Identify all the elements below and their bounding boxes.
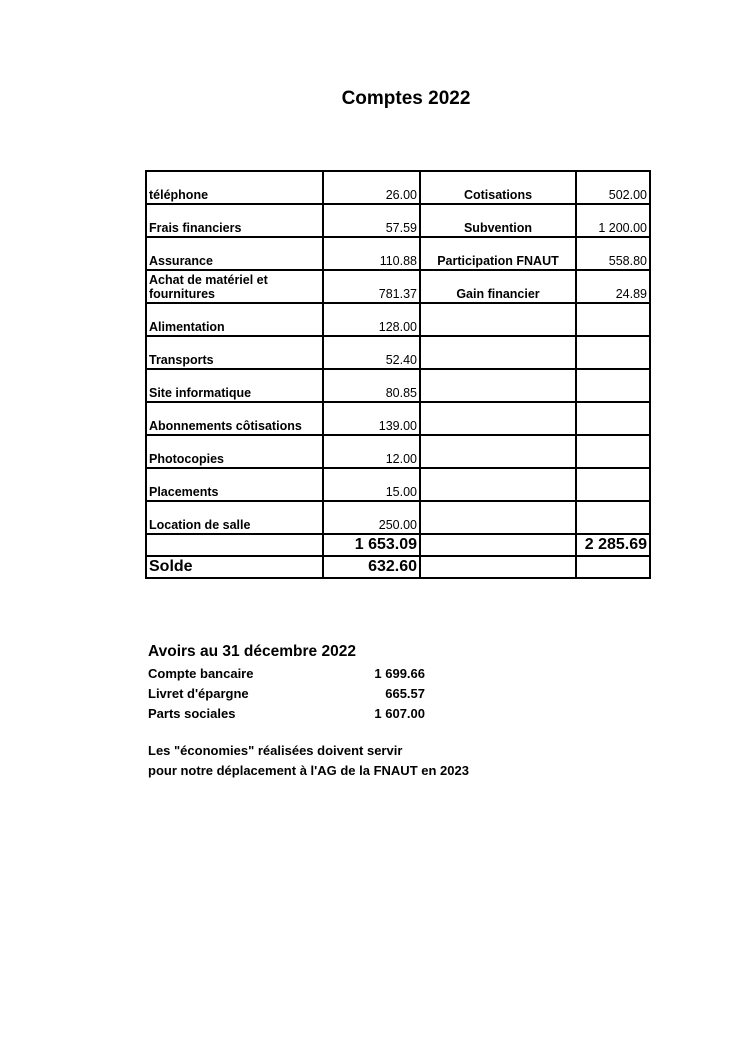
table-row xyxy=(146,171,650,204)
avoirs-item-label: Compte bancaire xyxy=(148,666,254,681)
avoirs-item-value: 1 699.66 xyxy=(374,666,425,681)
totals-empty-cell xyxy=(420,534,576,556)
table-row xyxy=(146,468,650,501)
expense-label: téléphone xyxy=(146,171,323,204)
expense-label: Assurance xyxy=(146,237,323,270)
income-label xyxy=(420,468,576,501)
expense-value: 110.88 xyxy=(323,237,420,270)
income-value xyxy=(576,468,650,501)
table-row xyxy=(146,303,650,336)
expense-value: 26.00 xyxy=(323,171,420,204)
expense-value: 139.00 xyxy=(323,402,420,435)
income-label: Subvention xyxy=(420,204,576,237)
expense-label: Frais financiers xyxy=(146,204,323,237)
income-value: 24.89 xyxy=(576,270,650,303)
expense-value: 80.85 xyxy=(323,369,420,402)
total-income: 2 285.69 xyxy=(576,534,650,556)
expense-label: Abonnements côtisations xyxy=(146,402,323,435)
expense-value: 15.00 xyxy=(323,468,420,501)
table-row xyxy=(146,369,650,402)
table-row xyxy=(146,237,650,270)
income-label: Cotisations xyxy=(420,171,576,204)
table-row xyxy=(146,336,650,369)
table-row xyxy=(146,435,650,468)
expense-label: Location de salle xyxy=(146,501,323,534)
avoirs-item xyxy=(148,704,425,724)
avoirs-title: Avoirs au 31 décembre 2022 xyxy=(148,643,356,660)
income-label: Participation FNAUT xyxy=(420,237,576,270)
income-label xyxy=(420,336,576,369)
expense-value: 52.40 xyxy=(323,336,420,369)
expense-label: Placements xyxy=(146,468,323,501)
table-row xyxy=(146,501,650,534)
income-value xyxy=(576,369,650,402)
expense-label: Photocopies xyxy=(146,435,323,468)
expense-value: 12.00 xyxy=(323,435,420,468)
income-label xyxy=(420,369,576,402)
income-value xyxy=(576,336,650,369)
income-value: 1 200.00 xyxy=(576,204,650,237)
income-value xyxy=(576,501,650,534)
solde-empty-cell xyxy=(576,556,650,578)
income-value xyxy=(576,303,650,336)
page-title: Comptes 2022 xyxy=(341,88,471,109)
income-label xyxy=(420,435,576,468)
avoirs-item xyxy=(148,664,425,684)
income-value xyxy=(576,435,650,468)
income-label xyxy=(420,402,576,435)
expense-value: 250.00 xyxy=(323,501,420,534)
avoirs-item-value: 665.57 xyxy=(385,686,425,701)
note-line: pour notre déplacement à l'AG de la FNAUT en 2023 xyxy=(148,763,469,778)
expense-label: Site informatique xyxy=(146,369,323,402)
income-label xyxy=(420,501,576,534)
solde-value: 632.60 xyxy=(323,556,420,578)
expense-value: 781.37 xyxy=(323,270,420,303)
income-value: 558.80 xyxy=(576,237,650,270)
avoirs-item-label: Parts sociales xyxy=(148,706,236,721)
avoirs-item xyxy=(148,684,425,704)
avoirs-item-label: Livret d'épargne xyxy=(148,686,249,701)
expense-label: Transports xyxy=(146,336,323,369)
totals-row xyxy=(146,534,650,556)
expense-label: Achat de matériel et fournitures xyxy=(146,270,323,303)
income-label: Gain financier xyxy=(420,270,576,303)
table-row xyxy=(146,270,650,303)
table-row xyxy=(146,402,650,435)
totals-empty-cell xyxy=(146,534,323,556)
table-row xyxy=(146,204,650,237)
avoirs-section xyxy=(148,643,425,724)
expense-label: Alimentation xyxy=(146,303,323,336)
solde-empty-cell xyxy=(420,556,576,578)
total-expenses: 1 653.09 xyxy=(323,534,420,556)
avoirs-item-value: 1 607.00 xyxy=(374,706,425,721)
accounts-table xyxy=(145,170,651,579)
savings-note xyxy=(148,741,469,781)
note-line: Les "économies" réalisées doivent servir xyxy=(148,743,403,758)
income-value: 502.00 xyxy=(576,171,650,204)
expense-value: 57.59 xyxy=(323,204,420,237)
solde-label: Solde xyxy=(146,556,323,578)
income-value xyxy=(576,402,650,435)
solde-row xyxy=(146,556,650,578)
income-label xyxy=(420,303,576,336)
expense-value: 128.00 xyxy=(323,303,420,336)
